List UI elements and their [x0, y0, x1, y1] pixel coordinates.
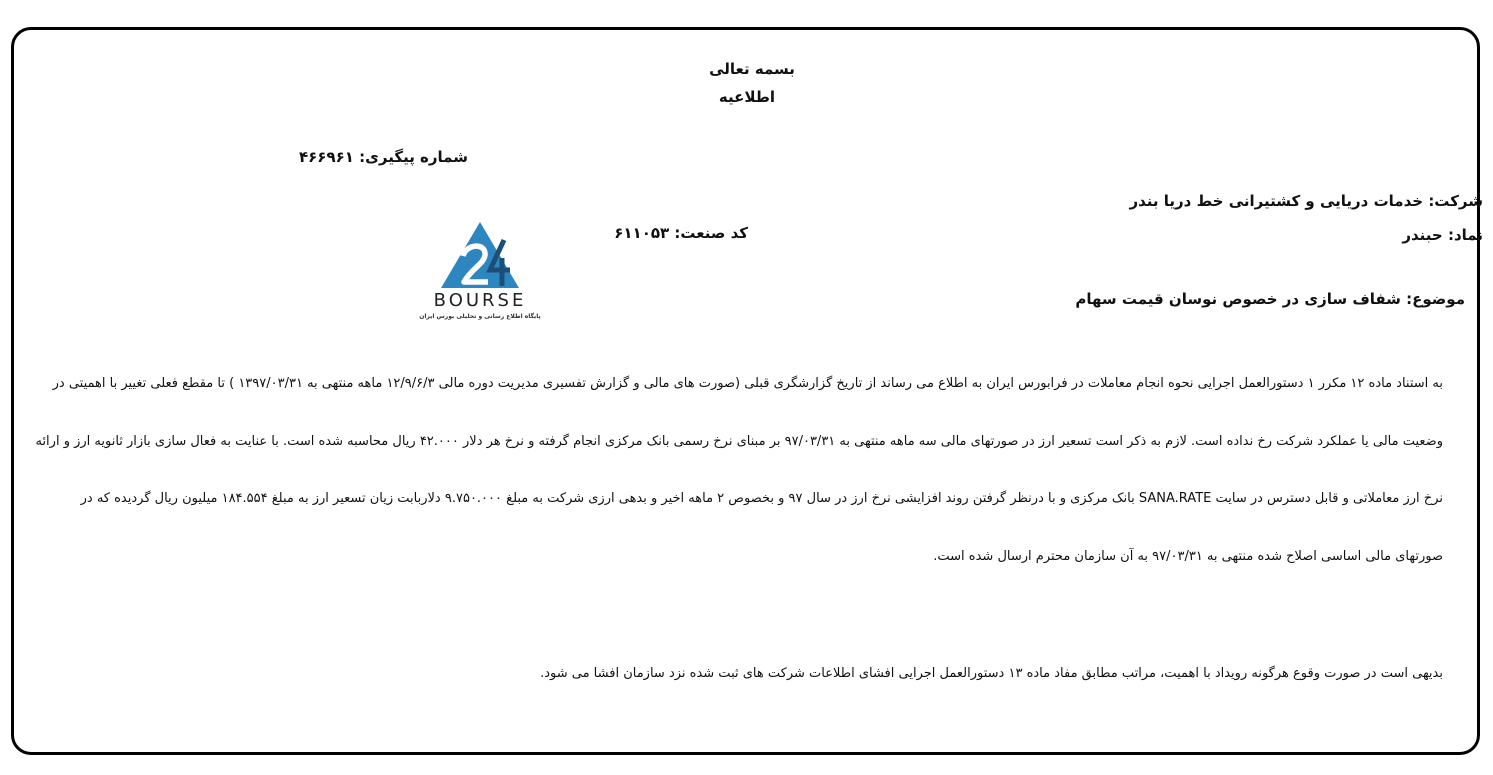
body-line-2: وضعیت مالی یا عملکرد شرکت رخ نداده است. لازم به ذکر است تسعیر ارز در صورتهای مالی سه ماهه منتهی به ۹۷/۰۳/۳۱ بر مبنای نرخ رسمی بانک مرکزی انجام گرفته و نرخ هر دلار ۴۲.۰۰۰ ریال محاسبه شده است. با عنایت به فعال سازی بازار ثانویه ارز و ارائه: [35, 434, 1443, 449]
symbol-label: نماد:: [1447, 226, 1483, 244]
basmala-heading: بسمه تعالی: [709, 60, 795, 78]
body-line-3: نرخ ارز معاملاتی و قابل دسترس در سایت SANA.RATE بانک مرکزی و با درنظر گرفتن روند افزایشی نرخ ارز در سال ۹۷ و بخصوص ۲ ماهه اخیر و بدهی ارزی شرکت به مبلغ ۹.۷۵۰.۰۰۰ دلاربابت زیان تسعیر ارز به مبلغ ۱۸۴.۵۵۴ میلیون ریال گردیده که در: [80, 491, 1443, 506]
body-line-4: صورتهای مالی اساسی اصلاح شده منتهی به ۹۷/۰۳/۳۱ به آن سازمان محترم ارسال شده است.: [933, 549, 1443, 564]
document-frame: [11, 27, 1480, 755]
bourse-logo-mark: [414, 206, 546, 322]
tracking-number-value: ۴۶۶۹۶۱: [298, 148, 354, 166]
logo-wordmark: BOURSE: [433, 290, 527, 311]
bourse-logo: [414, 206, 546, 322]
company-field: [1130, 192, 1484, 210]
closing-statement: بدیهی است در صورت وقوع هرگونه رویداد با اهمیت، مراتب مطابق مفاد ماده ۱۳ دستورالعمل اجرایی افشای اطلاعات شرکت های ثبت شده نزد سازمان افشا می شود.: [540, 666, 1443, 681]
logo-caption: پایگاه اطلاع رسانی و تحلیلی بورس ایران: [419, 313, 541, 320]
tracking-number: [296, 148, 468, 166]
company-label: شرکت:: [1428, 192, 1483, 210]
document-type-heading: اطلاعیه: [718, 88, 776, 106]
subject-field: [1075, 290, 1465, 308]
industry-code-field: [606, 224, 748, 242]
industry-code-label: کد صنعت:: [674, 224, 748, 242]
tracking-number-label: شماره پیگیری:: [359, 148, 468, 166]
symbol-field: [1402, 226, 1483, 244]
subject-text: شفاف سازی در خصوص نوسان قیمت سهام: [1075, 290, 1401, 308]
symbol-value: حبندر: [1402, 226, 1443, 244]
company-name: خدمات دریایی و کشتیرانی خط دریا بندر: [1129, 192, 1424, 210]
industry-code-value: ۶۱۱۰۵۳: [614, 224, 670, 242]
body-line-1: به استناد ماده ۱۲ مکرر ۱ دستورالعمل اجرایی نحوه انجام معاملات در فرابورس ایران به اطلاع می رساند از تاریخ گزارشگری قبلی (صورت های مالی و گزارش تفسیری مدیریت دوره مالی ۱۲/۹/۶/۳ ماهه منتهی به ۱۳۹۷/۰۳/۳۱ ) تا مقطع فعلی تغییر با اهمیتی در: [52, 376, 1443, 391]
subject-label: موضوع:: [1406, 290, 1465, 308]
